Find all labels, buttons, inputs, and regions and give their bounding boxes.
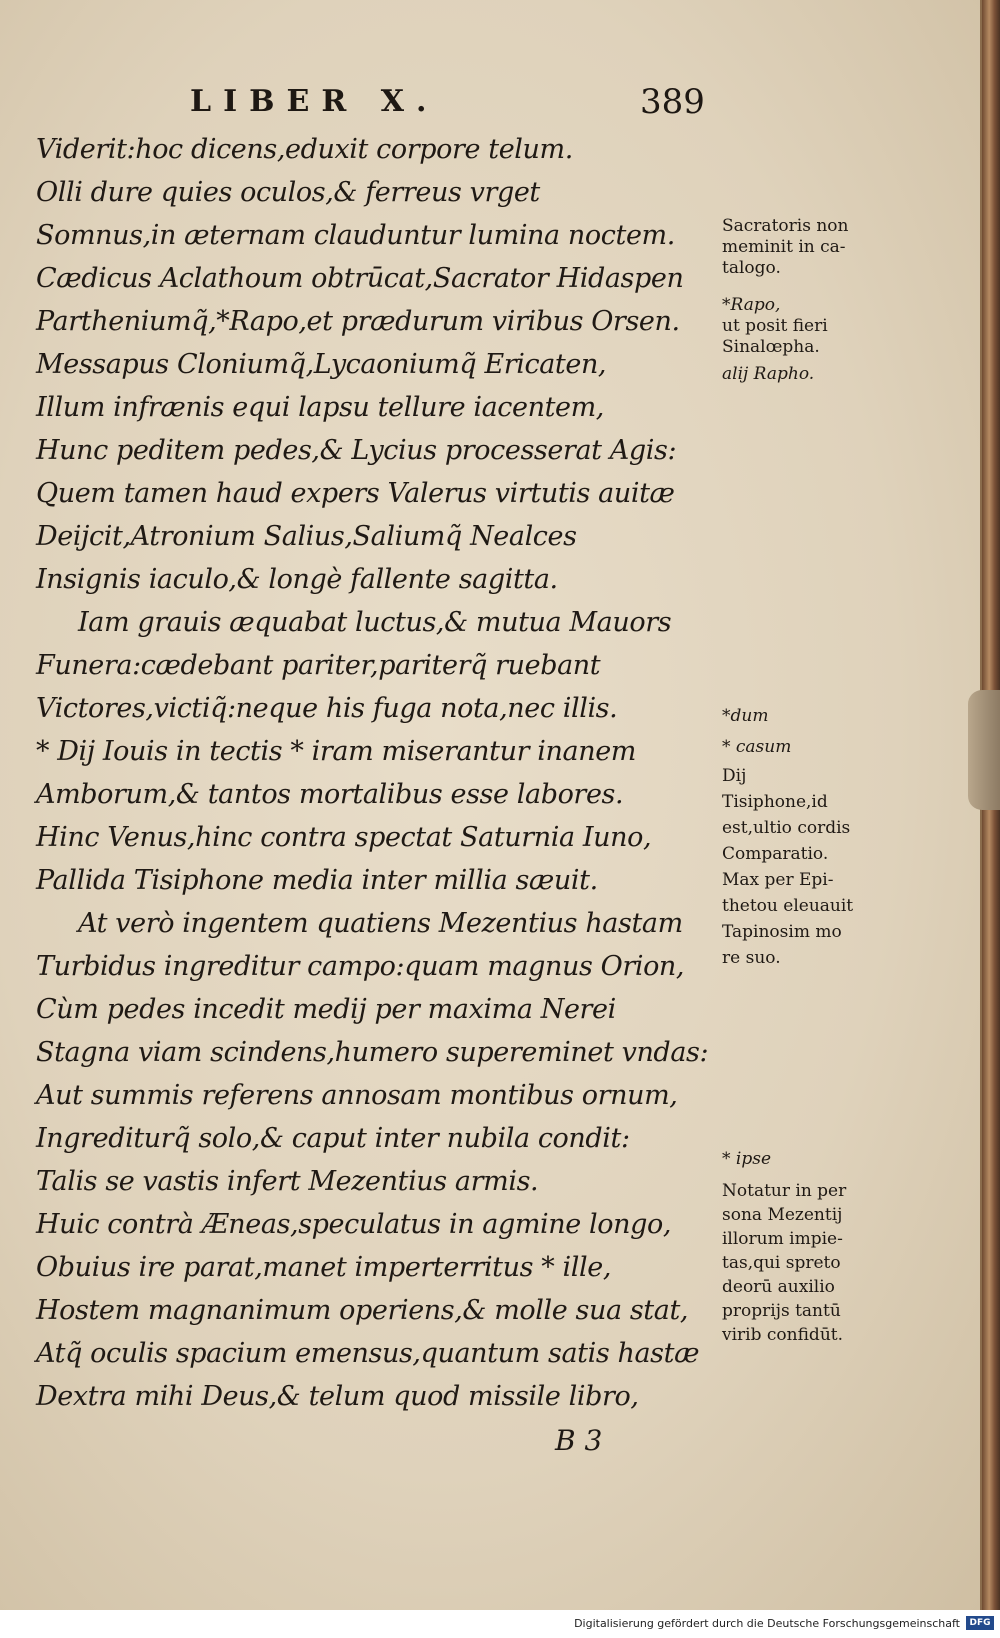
margin-note: alij Rapho. (722, 364, 815, 384)
footer-credit: Digitalisierung gefördert durch die Deutsche Forschungsgemeinschaft (574, 1617, 960, 1630)
margin-note: * ipse (722, 1149, 772, 1169)
margin-note: re suo. (722, 948, 781, 968)
margin-note: tas,qui spreto (722, 1253, 841, 1273)
verse-line: Cùm pedes incedit medij per maxima Nerei (36, 994, 616, 1025)
verse-line: Deijcit,Atronium Salius,Saliumq̃ Nealces (36, 521, 577, 552)
margin-note: illorum impie- (722, 1229, 843, 1249)
verse-line: Insignis iaculo,& longè fallente sagitta. (36, 564, 558, 595)
margin-note: * casum (722, 737, 792, 757)
dfg-logo: DFG (966, 1616, 994, 1630)
margin-note: sona Mezentij (722, 1205, 843, 1225)
margin-note: Sinalœpha. (722, 337, 820, 357)
verse-line: Illum infrænis equi lapsu tellure iacentem, (36, 392, 604, 423)
verse-line: Funera:cædebant pariter,pariterq̃ ruebant (36, 650, 601, 681)
running-head: LIBER X. (190, 84, 439, 119)
verse-line: Huic contrà Æneas,speculatus in agmine longo, (36, 1209, 672, 1240)
verse-line: Talis se vastis infert Mezentius armis. (36, 1166, 539, 1197)
margin-note: thetou eleuauit (722, 896, 854, 916)
verse-line: Dextra mihi Deus,& telum quod missile libro, (36, 1381, 639, 1412)
verse-line: Quem tamen haud expers Valerus virtutis auitæ (36, 478, 675, 509)
margin-note: ut posit fieri (722, 316, 828, 336)
verse-line: At verò ingentem quatiens Mezentius hastam (78, 908, 683, 939)
verse-line: Ingrediturq̃ solo,& caput inter nubila condit: (36, 1123, 630, 1154)
verse-line: Pallida Tisiphone media inter millia sæuit. (36, 865, 598, 896)
margin-note: Comparatio. (722, 844, 829, 864)
margin-note: Tisiphone,id (722, 792, 828, 812)
verse-line: Turbidus ingreditur campo:quam magnus Orion, (36, 951, 685, 982)
margin-note: proprijs tantū (722, 1301, 841, 1321)
verse-line: Cædicus Aclathoum obtrūcat,Sacrator Hidaspen (36, 263, 684, 294)
verse-line: Stagna viam scindens,humero supereminet vndas: (36, 1037, 709, 1068)
verse-line: Obuius ire parat,manet imperterritus * ille, (36, 1252, 612, 1283)
margin-note: est,ultio cordis (722, 818, 851, 838)
verse-line: Iam grauis æquabat luctus,& mutua Mauors (78, 607, 672, 638)
verse-line: Hinc Venus,hinc contra spectat Saturnia Iuno, (36, 822, 652, 853)
page-number: 389 (640, 82, 705, 122)
book-tab (968, 690, 1000, 810)
margin-note: Notatur in per (722, 1181, 847, 1201)
verse-line: Viderit:hoc dicens,eduxit corpore telum. (36, 134, 573, 165)
verse-line: Partheniumq̃,*Rapo,et prædurum viribus Orsen. (36, 306, 680, 337)
verse-line: Aut summis referens annosam montibus ornum, (36, 1080, 678, 1111)
verse-line: Messapus Cloniumq̃,Lycaoniumq̃ Ericaten, (36, 349, 607, 380)
verse-line: Hostem magnanimum operiens,& molle sua stat, (36, 1295, 689, 1326)
margin-note: Tapinosim mo (722, 922, 842, 942)
signature-mark: B 3 (555, 1424, 603, 1457)
margin-note: *Rapo, (722, 295, 781, 315)
margin-note: virib confidūt. (722, 1325, 844, 1345)
margin-note: meminit in ca- (722, 237, 846, 257)
margin-note: Dij (722, 766, 747, 786)
verse-line: Atq̃ oculis spacium emensus,quantum satis hastæ (36, 1338, 700, 1369)
margin-note: Sacratoris non (722, 216, 849, 236)
margin-note: talogo. (722, 258, 781, 278)
verse-line: Hunc peditem pedes,& Lycius processerat Agis: (36, 435, 677, 466)
verse-line: * Dij Iouis in tectis * iram miserantur inanem (36, 736, 636, 767)
verse-line: Somnus,in æternam clauduntur lumina noctem. (36, 220, 675, 251)
margin-note: deorū auxilio (722, 1277, 835, 1297)
digitization-footer (0, 1610, 1000, 1638)
verse-line: Amborum,& tantos mortalibus esse labores. (36, 779, 624, 810)
margin-note: *dum (722, 706, 769, 726)
margin-note: Max per Epi- (722, 870, 834, 890)
verse-line: Olli dure quies oculos,& ferreus vrget (36, 177, 540, 208)
verse-line: Victores,victiq̃:neque his fuga nota,nec illis. (36, 693, 618, 724)
